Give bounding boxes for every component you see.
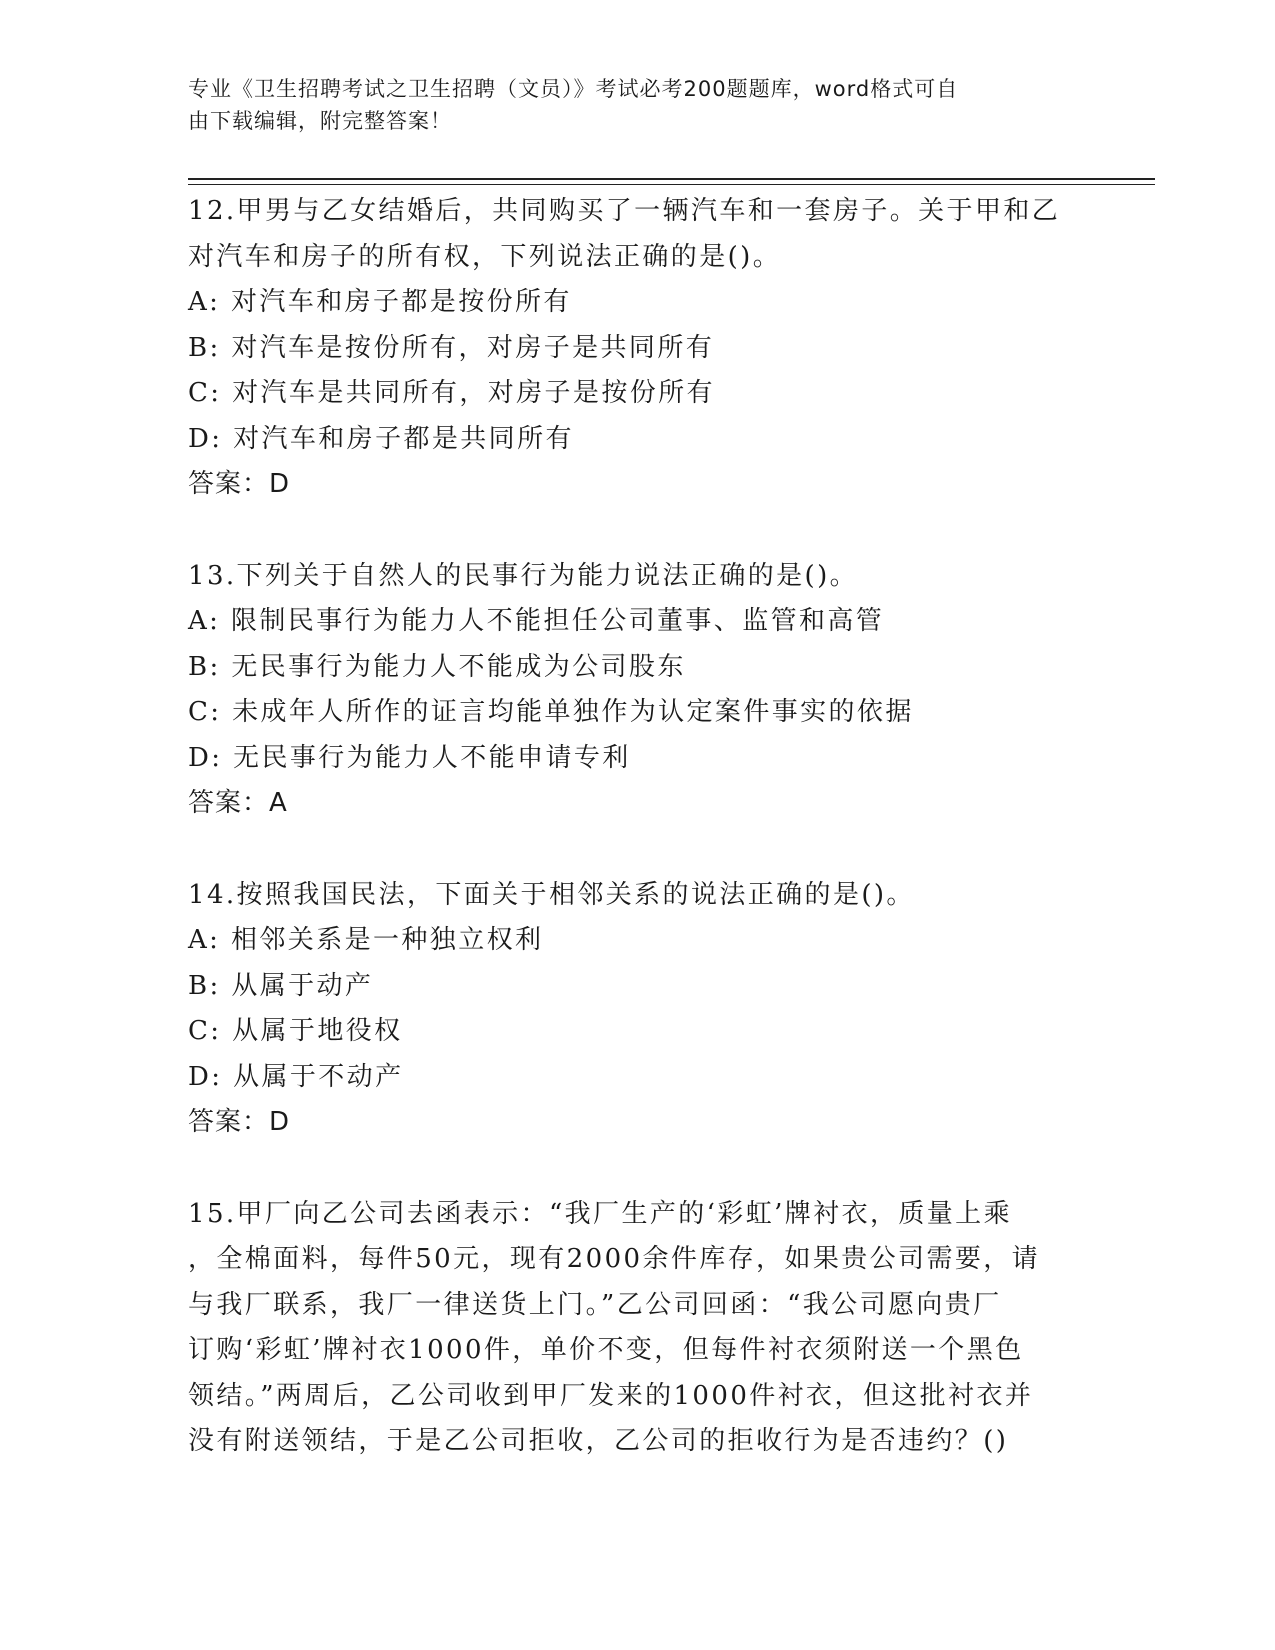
spacer	[188, 1146, 1088, 1192]
option-a: A: 相邻关系是一种独立权利	[188, 925, 544, 955]
question-stem: 与我厂联系，我厂一律送货上门。”乙公司回函：“我公司愿向贵厂	[188, 1289, 1002, 1320]
header-divider-thin	[188, 184, 1155, 185]
header-line-2: 由下载编辑，附完整答案！	[188, 109, 452, 133]
answer-line: 答案：A	[188, 788, 288, 818]
option-b: B: 无民事行为能力人不能成为公司股东	[188, 651, 686, 682]
option-a: A: 限制民事行为能力人不能担任公司董事、监管和高管	[188, 606, 885, 636]
answer-line: 答案：D	[188, 469, 291, 499]
question-stem: 13.下列关于自然人的民事行为能力说法正确的是()。	[188, 560, 859, 591]
document-header	[188, 73, 1068, 137]
option-c: C: 对汽车是共同所有，对房子是按份所有	[188, 378, 715, 408]
option-c: C: 未成年人所作的证言均能单独作为认定案件事实的依据	[188, 697, 914, 727]
option-a: A: 对汽车和房子都是按份所有	[188, 287, 572, 317]
question-stem: 订购‘彩虹’牌衬衣1000件，单价不变，但每件衬衣须附送一个黑色	[188, 1335, 1024, 1365]
question-13	[188, 554, 1088, 827]
header-divider-thick	[188, 178, 1155, 180]
question-stem: 15.甲厂向乙公司去函表示：“我厂生产的‘彩虹’牌衬衣，质量上乘	[188, 1198, 1012, 1229]
question-stem: 14.按照我国民法，下面关于相邻关系的说法正确的是()。	[188, 879, 915, 910]
answer-line: 答案：D	[188, 1107, 291, 1137]
question-stem: 12.甲男与乙女结婚后，共同购买了一辆汽车和一套房子。关于甲和乙	[188, 196, 1061, 226]
spacer	[188, 508, 1088, 554]
spacer	[188, 827, 1088, 873]
option-d: D: 对汽车和房子都是共同所有	[188, 423, 574, 454]
question-12	[188, 189, 1088, 508]
question-stem: 领结。”两周后，乙公司收到甲厂发来的1000件衬衣，但这批衬衣并	[188, 1380, 1034, 1411]
question-15	[188, 1192, 1088, 1465]
option-b: B: 从属于动产	[188, 970, 374, 1001]
question-14	[188, 873, 1088, 1146]
question-stem: 对汽车和房子的所有权，下列说法正确的是()。	[188, 241, 782, 272]
question-list	[188, 189, 1088, 1465]
option-b: B: 对汽车是按份所有，对房子是共同所有	[188, 332, 715, 363]
option-c: C: 从属于地役权	[188, 1016, 403, 1046]
header-line-1: 专业《卫生招聘考试之卫生招聘（文员）》考试必考200题题库，word格式可自	[188, 77, 959, 101]
option-d: D: 无民事行为能力人不能申请专利	[188, 742, 631, 773]
question-stem: 没有附送领结，于是乙公司拒收，乙公司的拒收行为是否违约？()	[188, 1426, 1009, 1456]
option-d: D: 从属于不动产	[188, 1061, 404, 1092]
question-stem: ，全棉面料，每件50元，现有2000余件库存，如果贵公司需要，请	[188, 1244, 1041, 1274]
